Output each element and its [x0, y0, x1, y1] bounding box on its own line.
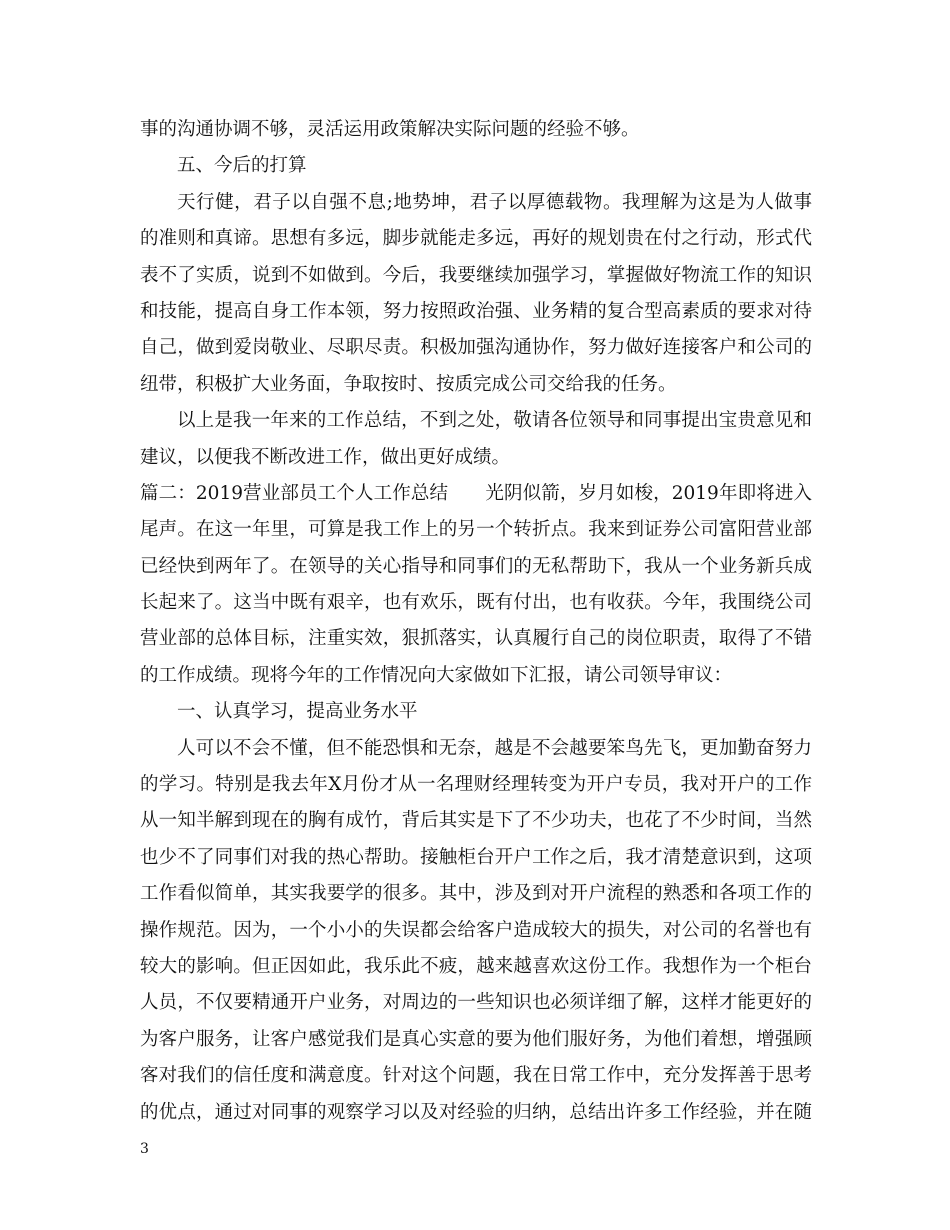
page-number: 3	[140, 1141, 149, 1157]
text-line: 已经快到两年了。在领导的关心指导和同事们的无私帮助下，我从一个业务新兵成	[140, 555, 812, 577]
text-line: 营业部的总体目标，注重实效，狠抓落实，认真履行自己的岗位职责，取得了不错	[140, 628, 812, 650]
text-line: 表不了实质，说到不如做到。今后，我要继续加强学习，掌握做好物流工作的知识	[140, 264, 812, 286]
text-line: 从一知半解到现在的胸有成竹，背后其实是下了不少功夫，也花了不少时间，当然	[140, 810, 812, 832]
body-text	[140, 112, 812, 1131]
text-line: 的学习。特别是我去年X月份才从一名理财经理转变为开户专员，我对开户的工作	[140, 774, 812, 796]
text-line: 的工作成绩。现将今年的工作情况向大家做如下汇报，请公司领导审议：	[140, 664, 733, 686]
article-heading-line: 篇二：2019营业部员工个人工作总结 光阴似箭，岁月如梭，2019年即将进入	[140, 482, 812, 504]
text-line: 人员，不仅要精通开户业务，对周边的一些知识也必须详细了解，这样才能更好的	[140, 992, 812, 1014]
text-line: 纽带，积极扩大业务面，争取按时、按质完成公司交给我的任务。	[140, 373, 677, 395]
text-line: 建议，以便我不断改进工作，做出更好成绩。	[140, 446, 511, 468]
text-line: 以上是我一年来的工作总结，不到之处，敬请各位领导和同事提出宝贵意见和	[177, 410, 812, 432]
text-line: 也少不了同事们对我的热心帮助。接触柜台开户工作之后，我才清楚意识到，这项	[140, 846, 812, 868]
text-line: 的优点，通过对同事的观察学习以及对经验的归纳，总结出许多工作经验，并在随	[140, 1101, 812, 1123]
text-line: 和技能，提高自身工作本领，努力按照政治强、业务精的复合型高素质的要求对待	[140, 300, 812, 322]
text-line: 长起来了。这当中既有艰辛，也有欢乐，既有付出，也有收获。今年，我围绕公司	[140, 592, 812, 614]
text-line: 操作规范。因为，一个小小的失误都会给客户造成较大的损失，对公司的名誉也有	[140, 919, 812, 941]
section-heading: 一、认真学习，提高业务水平	[177, 701, 418, 723]
text-line: 工作看似简单，其实我要学的很多。其中，涉及到对开户流程的熟悉和各项工作的	[140, 883, 812, 905]
text-line: 为客户服务，让客户感觉我们是真心实意的要为他们服好务，为他们着想，增强顾	[140, 1028, 812, 1050]
text-line: 事的沟通协调不够，灵活运用政策解决实际问题的经验不够。	[140, 119, 640, 140]
text-line: 人可以不会不懂，但不能恐惧和无奈，越是不会越要笨鸟先飞，更加勤奋努力	[177, 737, 812, 759]
text-line: 较大的影响。但正因如此，我乐此不疲，越来越喜欢这份工作。我想作为一个柜台	[140, 955, 812, 977]
section-heading: 五、今后的打算	[177, 155, 307, 177]
text-line: 天行健，君子以自强不息;地势坤，君子以厚德载物。我理解为这是为人做事	[177, 191, 812, 213]
text-line: 客对我们的信任度和满意度。针对这个问题，我在日常工作中，充分发挥善于思考	[140, 1065, 812, 1087]
text-line: 的准则和真谛。思想有多远，脚步就能走多远，再好的规划贵在付之行动，形式代	[140, 228, 812, 250]
text-line: 自己，做到爱岗敬业、尽职尽责。积极加强沟通协作，努力做好连接客户和公司的	[140, 337, 812, 359]
text-line: 尾声。在这一年里，可算是我工作上的另一个转折点。我来到证券公司富阳营业部	[140, 519, 812, 541]
